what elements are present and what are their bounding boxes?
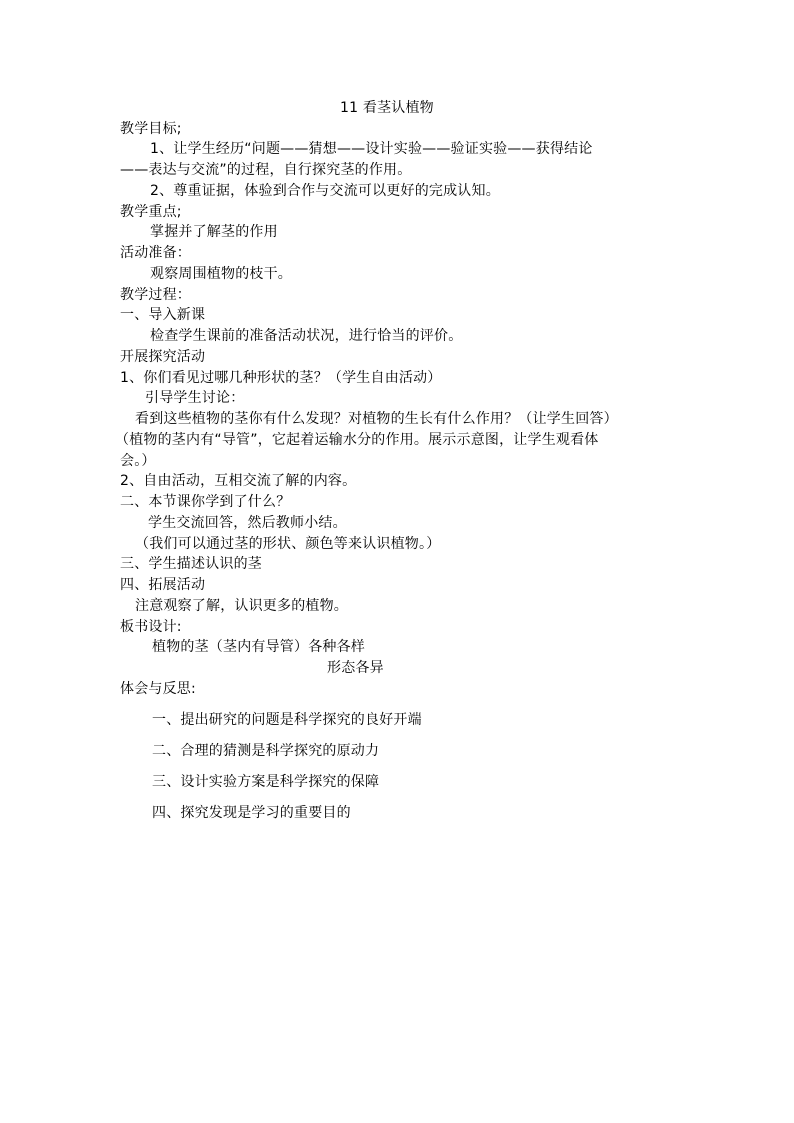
reflection-item: 一、提出研究的问题是科学探究的良好开端 <box>152 712 422 728</box>
text-line: 会。） <box>120 453 156 469</box>
text-line: 植物的茎（茎内有导管）各种各样 <box>152 639 365 655</box>
process-heading: 教学过程： <box>120 287 191 303</box>
text-line: 引导学生讨论： <box>145 390 245 406</box>
key-points-heading: 教学重点; <box>120 204 182 220</box>
text-line: 观察周围植物的枝干。 <box>150 266 292 282</box>
reflection-heading: 体会与反思: <box>120 681 196 697</box>
text-line: 注意观察了解，认识更多的植物。 <box>135 598 348 614</box>
reflection-item: 二、合理的猜测是科学探究的原动力 <box>152 743 380 759</box>
text-line: 三、学生描述认识的茎 <box>120 556 262 572</box>
text-line: ——表达与交流”的过程，自行探究茎的作用。 <box>120 162 412 178</box>
preparation-heading: 活动准备： <box>120 245 191 261</box>
text-line: 2、自由活动，互相交流了解的内容。 <box>120 473 357 489</box>
text-line: （植物的茎内有“导管”，它起着运输水分的作用。展示示意图，让学生观看体 <box>115 432 599 448</box>
reflection-item: 三、设计实验方案是科学探究的保障 <box>152 774 380 790</box>
text-line: 一、导入新课 <box>120 307 206 323</box>
text-line: 1、你们看见过哪几种形状的茎？（学生自由活动） <box>120 370 442 386</box>
objectives-heading: 教学目标; <box>120 121 182 137</box>
text-line: 掌握并了解茎的作用 <box>150 224 278 240</box>
board-design-heading: 板书设计: <box>120 619 182 635</box>
text-line: 学生交流回答，然后教师小结。 <box>148 515 347 531</box>
text-line: 看到这些植物的茎你有什么发现？对植物的生长有什么作用？（让学生回答） <box>135 411 618 427</box>
reflection-item: 四、探究发现是学习的重要目的 <box>152 805 351 821</box>
text-line: 2、尊重证据，体验到合作与交流可以更好的完成认知。 <box>150 183 500 199</box>
text-line: 形态各异 <box>327 660 384 676</box>
text-line: 检查学生课前的准备活动状况，进行恰当的评价。 <box>150 328 463 344</box>
text-line: （我们可以通过茎的形状、颜色等来认识植物。） <box>135 536 441 552</box>
text-line: 开展探究活动 <box>120 349 206 365</box>
text-line: 1、让学生经历“问题——猜想——设计实验——验证实验——获得结论 <box>150 141 593 157</box>
text-line: 四、拓展活动 <box>120 577 206 593</box>
page-title: 11 看茎认植物 <box>340 100 434 116</box>
text-line: 二、本节课你学到了什么？ <box>120 494 291 510</box>
